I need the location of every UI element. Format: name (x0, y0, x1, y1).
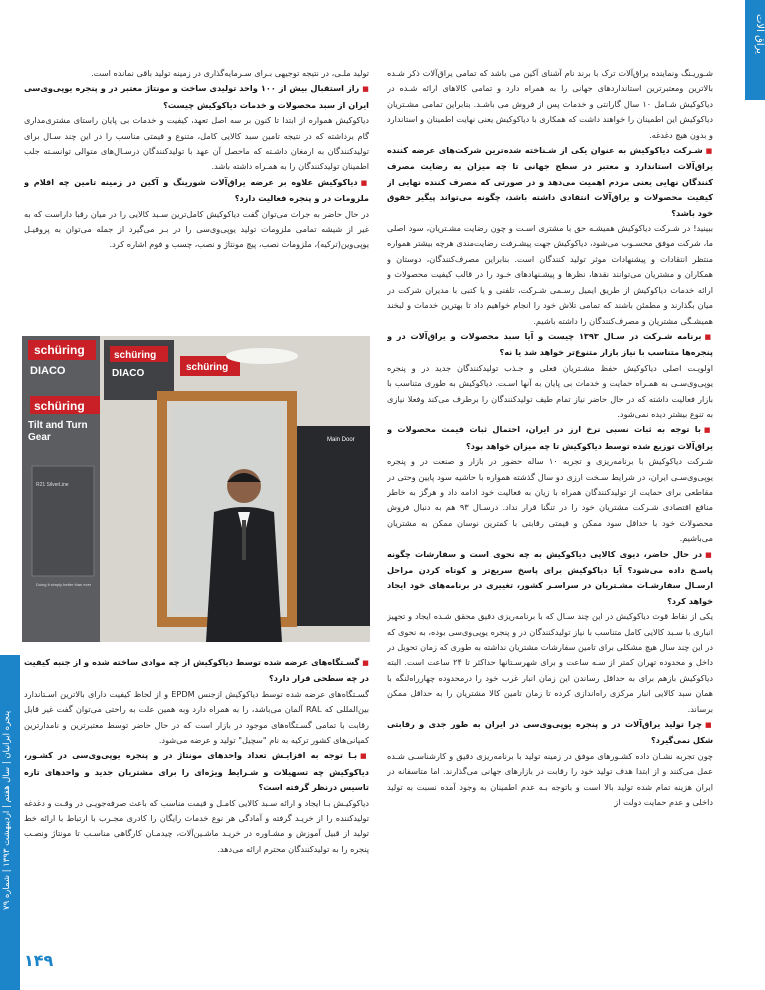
interview-answer: دیاکوکیـش بـا ایجاد و ارائه سـبد کالایی کامـل و قیمت مناسب که باعث صرفه‌جویـی در وقـت و دغدغه تولیدکننده را از خریـد گرفته و آمادگی هر نوع خدمات رایگان را کادری مجـرب با ارتباط با ارائه خط تولید از قبیل آموزش و مشـاوره در خریـد ماشـین‌آلات، چیدمـان کارگاهی مناسـب تا مونتاژ ونصـب پنجره را به تولیدکنندگان محترم ارائه می‌دهد. (24, 797, 369, 854)
right-display-panel (287, 426, 370, 626)
interview-answer: شـرکت دیاکوکیش با برنامه‌ریزی و تجربه ۱۰ ساله حضور در بازار و صنعت در و پنجره یوپی‌وی‌سـی ایران، در شرایط سـخت ارزی دو سال گذشته همواره با حاشیه سود پایین وحتی در مقاطعی برای حمایت از تولیدکنندگان همراه با زیان به فعالیت خود ادامه داد و هرگز به خاطر منافع اقتصادی شـرکت مشتریان خود را در تنگنا قرار نداد. درسـال ۹۳ هم به دنبال فروش محصولات خود با حداقل سود ممکن و قیمتی رقابتی با کمترین نوسان ممکن به مشتریان می‌باشیم. (387, 456, 713, 544)
interview-question: ■ راز استقبال بیش از ۱۰۰ واحد تولیدی ساخت و مونتاژ معتبر در و پنجره یوپی‌وی‌سی ایران از سبد محصولات و خدمات دیاکوکیش چیست؟ (24, 81, 369, 113)
interview-answer: اولویـت اصلی دیاکوکیش حفظ مشـتریان فعلی و جـذب تولیدکنندگان جدید در و پنجره یوپی‌وی‌سـی به همـراه حمایت و خدمات بی پایان به آنها اسـت. دیاکوکیش به طوری متناسب با بازار فعالیت داشته که در حال حاضر نیاز تمام طیف تولیدکنندگان را برطرف می‌کند وفعلا نیازی به تنوع بیشتر دیده نمی‌شود. (387, 362, 713, 419)
right-column (387, 66, 713, 936)
banner-3-title1: Tilt and Turn (28, 420, 88, 431)
main-door-label: Main Door (327, 437, 355, 443)
profile-label: R21 SilverLine (36, 482, 69, 488)
sticker-text: Doing it simply better than ever (36, 582, 92, 587)
interview-answer: شـوریـنگ ونماینده یراق‌آلات ترک با برند نام آشنای آکین می باشد که تمامی یراق‌آلات ذکر شـده بالاترین ومعتبرترین استانداردهای جهانی را به همراه دارد و تمامی کالاهای ارائه شـده در دیاکوکیش شـامل ۱۰ سال گارانتی و خدمات پس از فروش می باشـد. بنابراین تمامی مشـتریان دیاکوکیش این اطمینان را خواهند داشت که همکاری با دیاکوکیش یعنی نهایت اطمینان و استاندارد و بدون هیچ دغدغه. (387, 68, 713, 140)
interview-answer: ببینید! در شـرکت دیاکوکیش همیشـه حق با مشتری اسـت و چون رضایت مشـتریان، سود اصلی ما، شرکت موفق محسـوب می‌شود، دیاکوکیش جهت پیشـرفت رضایت‌مندی هرچه بیشتر همواره منتظر انتقادات و پیشنهادات موثر تولید کنندگان است. بنابراین مصرف‌کنندگان، دوستان و همکاران و مشتریان می‌توانند نقدها، نظرها و پیشـنهادهای خـود را در قالب کیفیت محصولات و ارائه خدمات دیاکوکیش از طریق ایمیل رسـمی شـرکت، تلفنی و یا کتبی با مدیران شرکت در میان بگذارند و مطمئن باشند که تمامی تلاش خود را انجام خواهیم داد تا بهترین خدمات و لبخند همیشـگی مشتریان و مصرف‌کنندگان را داشته باشیم. (387, 223, 713, 326)
interview-question: ■ بـا توجه به افزایـش تعداد واحدهای مونتاژ در و پنجره یوپی‌وی‌سی در کشـور، دیاکوکیش چه تسهیلات و شـرایط ویژه‌ای را برای مشتریان جدید و واحدهای تازه تاسیس درنظر گرفته است؟ (24, 748, 369, 795)
banner-1-sub: DIACO (30, 365, 66, 377)
interview-question: ■ برنامه شـرکت در سـال ۱۳۹۳ چیست و آیا سبد محصولات و یراق‌آلات در و پنجره‌ها متناسب با نیاز بازار متنوع‌تر خواهد شد یا نه؟ (387, 329, 713, 361)
page-number: ۱۴۹ (24, 951, 54, 970)
interview-answer: تولید ملـی، در نتیجه توجیهی بـرای سـرمایه‌گذاری در زمینه تولید باقی نمانده است. (91, 68, 369, 78)
ceiling-light (226, 348, 298, 364)
banner-3-title2: Gear (28, 432, 51, 443)
banner-2-sub: DIACO (112, 368, 145, 379)
section-tab (745, 0, 765, 100)
interview-answer: در حال حاضر به جرات می‌توان گفت دیاکوکیش کامل‌ترین سـبد کالایی را در میان رقبا داراست که به غیر از شیشه تمامی ملزومات تولید یوپی‌وی‌سی را در بـر می‌گیرد از جمله می‌توان به پروفیـل یوپی‌وین(ترکیه)، ملزومات نصب، پیچ مونتاژ و نصب، چسب و فوم اشاره کرد. (24, 208, 369, 250)
banner-2-brand: schüring (114, 350, 157, 361)
banner-3-brand: schüring (34, 399, 85, 413)
interview-answer: دیاکوکیش همواره از ابتدا تا کنون بر سه اصل تعهد، کیفیت و خدمات بی پایان راستای مشتری‌مداری گام برداشته که در نتیجه تامین سبد کالایی کامل، متنوع و قیمتی مناسب را در این چند سـال برای تولیدکنندگان به ارمغان داشـته که ماحصل آن عهد با تولیدکنندگان درسـال‌های متوالی توانسـته جلب اطمینان تولیدکنندگان را به همـراه داشته باشد. (24, 115, 369, 172)
photo-illustration (22, 336, 370, 642)
man-tie (242, 520, 246, 560)
banner-1-brand: schüring (34, 343, 85, 357)
interview-question: ■ شـرکت دیاکوکیش به عنوان یکی از شـناخته شده‌ترین شرکت‌های عرضه کننده یراق‌آلات استاندارد و معتبر در سطح جهانی تا چه میزان به رضایت مصرف کنندگان نهایی یعنی مردم اهمیت می‌دهد و در صورتی که مصرف کننده نهایی از کیفیت محصولات و یراق‌آلات انتقادی داشته باشد، چگونه می‌تواند پیگیر حقوق خود باشد؟ (387, 143, 713, 221)
interview-answer: یکی از نقاط قوت دیاکوکیش در این چند سـال که با برنامه‌ریزی دقیق محقق شـده ایجاد و تجهیز انباری با سـبد کالایی کامل متناسب با نیاز تولیدکنندگان در و پنجره یوپی‌وی‌سی بوده، به نحوی که در این چند سال هیچ مشکلی برای تامین سفارشات مشتریان نداشته به طوری که زمان تحویل در داخل و محدوده تهران کمتر از سـه ساعت و برای شهرسـتانها حداکثر تا ۲۴ ساعت است. البته دیاکوکیش بازهم برای به حداقل رساندن این زمان انبار غرب خود را درمحدوده چهارراه‌لنگه با همان سبد کالایی انبار مرکزی راه‌اندازی کرده تا زمان تامین کالا مشتریان را به حداقل ممکن برساند. (387, 611, 713, 714)
interview-question: ■ با توجه به ثبات نسبی نرخ ارز در ایران، احتمال ثبات قیمت محصولات و یراق‌آلات توزیع شده توسط دیاکوکیش تا چه میزان خواهد بود؟ (387, 422, 713, 454)
showroom-photo (22, 336, 370, 642)
left-column-bottom (24, 655, 369, 937)
footer-strip (0, 655, 54, 990)
interview-question: ■ چرا تولید یراق‌آلات در و پنجره یوپی‌وی‌سی در ایران به طور جدی و رقابتی شکل نمی‌گیرد؟ (387, 717, 713, 749)
interview-answer: چون تجربه نشـان داده کشـورهای موفق در زمینه تولید با برنامه‌ریزی دقیق و کارشناسـی شـده عمل می‌کنند و از ابتدا هدف تولید خود را رقابت در بازارهای جهانی می‌گذارند. اما متاسفانه در ایران هزینه تمام شده تولید بالا است و باتوجه بـه عدم اطمینان به وجود آمده نسبت به تولید داخلی و عدم حمایت دولت از (387, 750, 713, 808)
section-tab-label: یراق آلات (754, 14, 765, 54)
running-footer: پنجره ایرانیان | سال هفتم | اردیبهشت ۱۳۹۳ | شماره ۷۹ (2, 710, 12, 910)
left-column-top (24, 66, 369, 332)
center-banner-brand: schüring (186, 362, 229, 373)
interview-answer: گسـتگاه‌های عرضه شده توسط دیاکوکیش ازجنس EPDM و از لحاظ کیفیت دارای بالاترین اسـتاندارد بین‌المللی که RAL آلمان می‌باشد، را به همراه دارد وبه همین علت به راحتی می‌توان گفت غیر قابل رقابت با تمامی گسـتگاه‌های موجود در بازار است که در حال حاضر توسط معتبرترین و نامدارترین کمپانی‌های کشور ترکیه به نام "سچیل" تولید و عرضه می‌شود. (24, 688, 369, 746)
interview-question: ■ گسـتگاه‌های عرضه شده توسط دیاکوکیش از چه موادی ساخته شده و از جنبه کیفیت در چه سطحی قرار دارد؟ (24, 655, 369, 687)
interview-question: ■ دیاکوکیش علاوه بر عرضه یراق‌آلات شورینگ و آکین در زمینه تامین چه اقلام و ملزومات در و پنجره فعالیت دارد؟ (24, 175, 369, 207)
interview-question: ■ در حال حاضر، دیوی کالایی دیاکوکیش به چه نحوی است و سفارشات چگونه پاسـخ داده می‌شود؟ آیا دیاکوکیش برای پاسخ سریع‌تر و کوتاه کردن مراحل ارسـال سفارشـات مشـتریان در سراسـر کشور، تغییری در برنامه‌های خود ایجاد خواهد کرد؟ (387, 547, 713, 610)
